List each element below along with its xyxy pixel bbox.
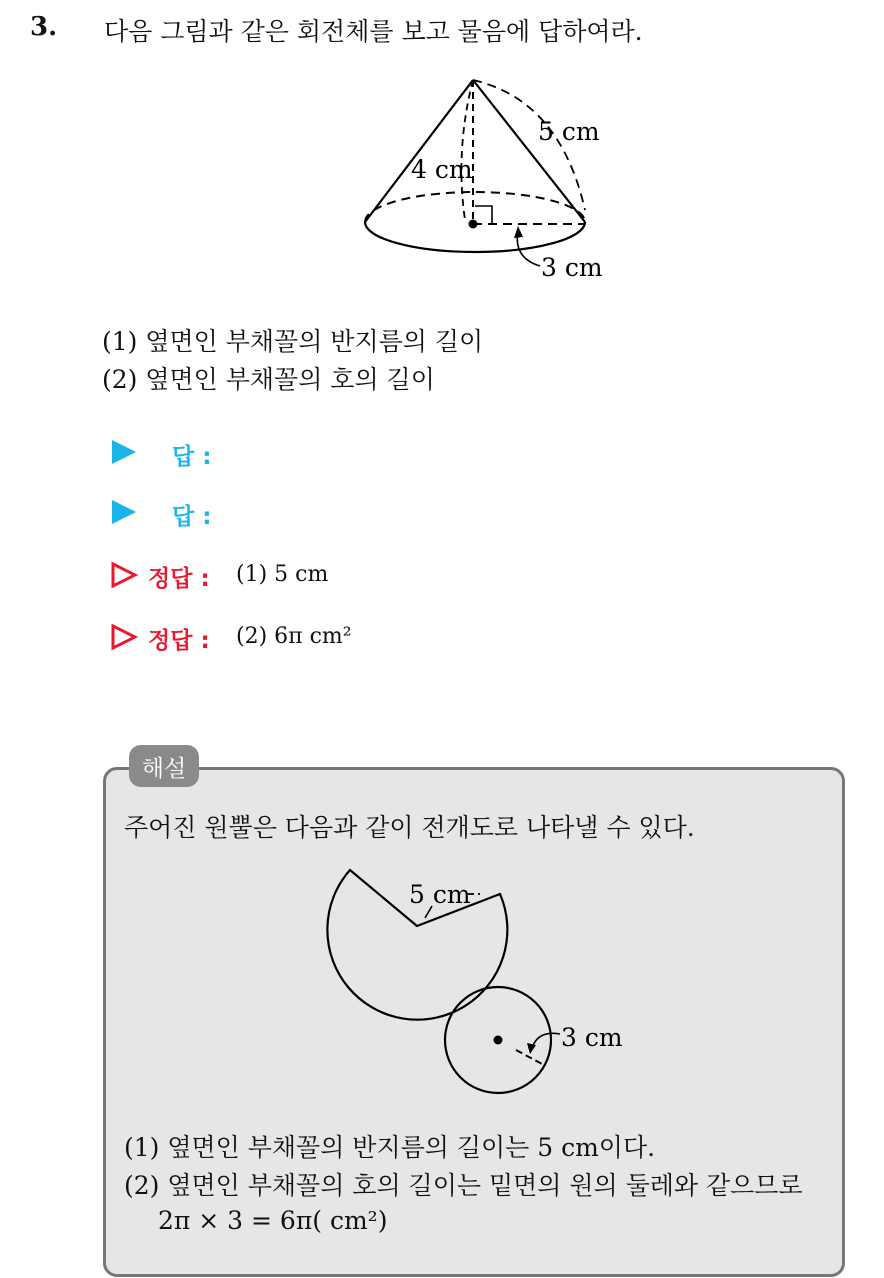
answer-arrow-icon (112, 440, 136, 464)
explanation-tag: 해설 (129, 745, 199, 787)
solution-arrow-icon (110, 623, 138, 651)
subquestion-2: (2) 옆면인 부채꼴의 호의 길이 (102, 365, 435, 394)
question-prompt: 다음 그림과 같은 회전체를 보고 물음에 답하여라. (104, 17, 643, 46)
explanation-line-3: 2π × 3 = 6π( cm²) (158, 1206, 388, 1235)
label-slant: 5 cm (538, 117, 600, 146)
cone-figure (355, 70, 615, 285)
answer-label: 답 : (172, 444, 212, 470)
solution-value: (1) 5 cm (236, 562, 329, 587)
label-radius: 3 cm (541, 253, 603, 282)
solution-arrow-icon (110, 561, 138, 589)
solution-value: (2) 6π cm² (236, 624, 352, 649)
solution-label: 정답 : (148, 628, 210, 654)
explanation-line-2: (2) 옆면인 부채꼴의 호의 길이는 밑면의 원의 둘레와 같으므로 (124, 1171, 803, 1200)
net-center-dot (494, 1036, 503, 1045)
net-figure (320, 862, 640, 1102)
cone-base-back-edge (365, 192, 585, 222)
cone-center-dot (469, 220, 478, 229)
label-sector-radius: 5 cm (409, 880, 471, 909)
explanation-intro: 주어진 원뿔은 다음과 같이 전개도로 나타낼 수 있다. (124, 813, 695, 842)
solution-label: 정답 : (148, 566, 210, 592)
right-angle-mark (475, 206, 492, 224)
label-height: 4 cm (411, 155, 473, 184)
cone-right-side (473, 80, 585, 222)
answer-arrow-icon (112, 500, 136, 524)
answer-label: 답 : (172, 504, 212, 530)
question-number: 3. (30, 12, 58, 42)
label-circle-radius: 3 cm (561, 1023, 623, 1052)
cone-left-side (365, 80, 473, 222)
explanation-line-1: (1) 옆면인 부채꼴의 반지름의 길이는 5 cm이다. (124, 1133, 656, 1162)
subquestion-1: (1) 옆면인 부채꼴의 반지름의 길이 (102, 327, 484, 356)
